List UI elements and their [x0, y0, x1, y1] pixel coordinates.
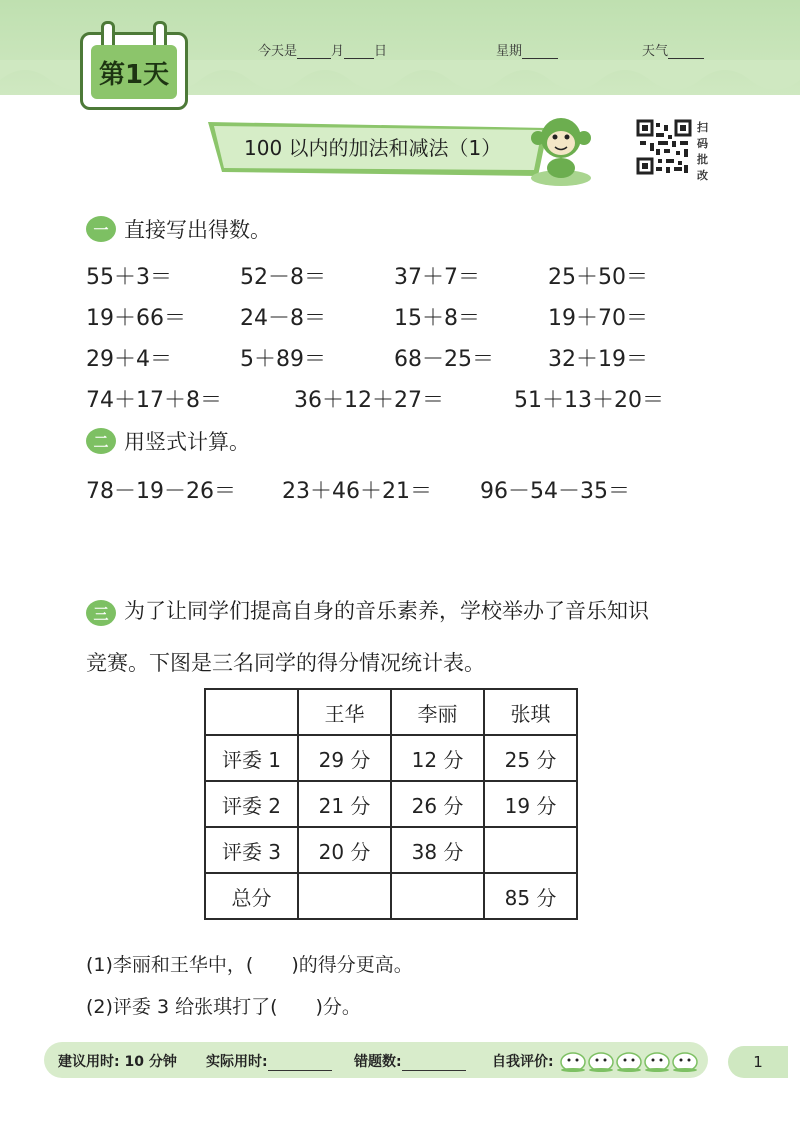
score-table [204, 688, 578, 920]
weather-field: 天气 [642, 40, 704, 59]
equation: 15＋8＝ [394, 306, 480, 331]
table-cell: 评委 3 [205, 827, 298, 873]
table-header-row [205, 689, 577, 735]
title-banner [208, 122, 548, 176]
suggested-time: 建议用时: 10 分钟 [58, 1054, 177, 1070]
page-title: 100 以内的加法和减法（1） [244, 136, 502, 160]
day-blank[interactable] [344, 46, 374, 59]
date-field: 今天是 月 日 [258, 44, 388, 59]
equation: 32＋19＝ [548, 347, 648, 372]
error-count-blank[interactable] [402, 1056, 466, 1071]
equation: 36＋12＋27＝ [294, 388, 444, 413]
table-cell-blank[interactable] [484, 827, 577, 873]
equation: 74＋17＋8＝ [86, 388, 222, 413]
actual-time-field: 实际用时: [206, 1051, 332, 1071]
section-2-marker: 二 [86, 428, 116, 454]
equation: 29＋4＝ [86, 347, 172, 372]
scan-to-grade-label: 扫 码 批 改 [697, 121, 708, 182]
table-cell: 20 分 [298, 827, 391, 873]
section-3-marker: 三 [86, 600, 116, 626]
table-cell: 19 分 [484, 781, 577, 827]
rating-dumpling-icon[interactable] [560, 1047, 586, 1073]
equation: 23＋46＋21＝ [282, 479, 432, 504]
table-cell [205, 689, 298, 735]
equation: 55＋3＝ [86, 265, 172, 290]
equation: 5＋89＝ [240, 347, 326, 372]
table-header-cell: 李丽 [391, 689, 484, 735]
table-cell-blank[interactable] [298, 873, 391, 919]
monkey-mascot-icon [528, 112, 594, 188]
table-header-cell: 张琪 [484, 689, 577, 735]
table-cell: 26 分 [391, 781, 484, 827]
day-calendar-badge [80, 32, 188, 110]
equation: 78－19－26＝ [86, 479, 236, 504]
section-3-text-line-1: 为了让同学们提高自身的音乐素养，学校举办了音乐知识 [124, 599, 649, 623]
equation: 24－8＝ [240, 306, 326, 331]
actual-time-blank[interactable] [268, 1056, 332, 1071]
equation: 37＋7＝ [394, 265, 480, 290]
rating-dumpling-icon[interactable] [644, 1047, 670, 1073]
equation: 19＋70＝ [548, 306, 648, 331]
question-2: (2)评委 3 给张琪打了( )分。 [86, 996, 361, 1018]
section-2-title: 用竖式计算。 [124, 430, 250, 454]
table-cell: 25 分 [484, 735, 577, 781]
table-cell: 29 分 [298, 735, 391, 781]
section-3-text-line-2: 竞赛。下图是三名同学的得分情况统计表。 [86, 651, 485, 675]
table-cell: 总分 [205, 873, 298, 919]
question-1: (1)李丽和王华中，( )的得分更高。 [86, 954, 413, 976]
self-eval-label: 自我评价: [492, 1054, 554, 1070]
qr-code-icon[interactable] [636, 119, 692, 175]
equation: 96－54－35＝ [480, 479, 630, 504]
table-row [205, 873, 577, 919]
month-blank[interactable] [297, 46, 331, 59]
section-1-title: 直接写出得数。 [124, 218, 271, 242]
table-cell-blank[interactable] [391, 873, 484, 919]
table-row [205, 781, 577, 827]
rating-dumpling-icon[interactable] [672, 1047, 698, 1073]
table-cell: 评委 2 [205, 781, 298, 827]
equation: 51＋13＋20＝ [514, 388, 664, 413]
day-label: 第1天 [91, 45, 177, 99]
weather-blank[interactable] [668, 46, 704, 59]
weekday-field: 星期 [496, 40, 558, 59]
equation: 68－25＝ [394, 347, 494, 372]
equation: 25＋50＝ [548, 265, 648, 290]
table-cell: 评委 1 [205, 735, 298, 781]
rating-dumpling-icon[interactable] [588, 1047, 614, 1073]
section-1-marker: 一 [86, 216, 116, 242]
footer-bar [44, 1042, 708, 1078]
table-cell: 12 分 [391, 735, 484, 781]
table-row [205, 735, 577, 781]
error-count-field: 错题数: [354, 1051, 466, 1071]
equation: 52－8＝ [240, 265, 326, 290]
page-number: 1 [728, 1046, 788, 1078]
table-row [205, 827, 577, 873]
rating-dumpling-icon[interactable] [616, 1047, 642, 1073]
table-header-cell: 王华 [298, 689, 391, 735]
table-cell: 38 分 [391, 827, 484, 873]
table-cell: 85 分 [484, 873, 577, 919]
table-cell: 21 分 [298, 781, 391, 827]
equation: 19＋66＝ [86, 306, 186, 331]
weekday-blank[interactable] [522, 46, 558, 59]
